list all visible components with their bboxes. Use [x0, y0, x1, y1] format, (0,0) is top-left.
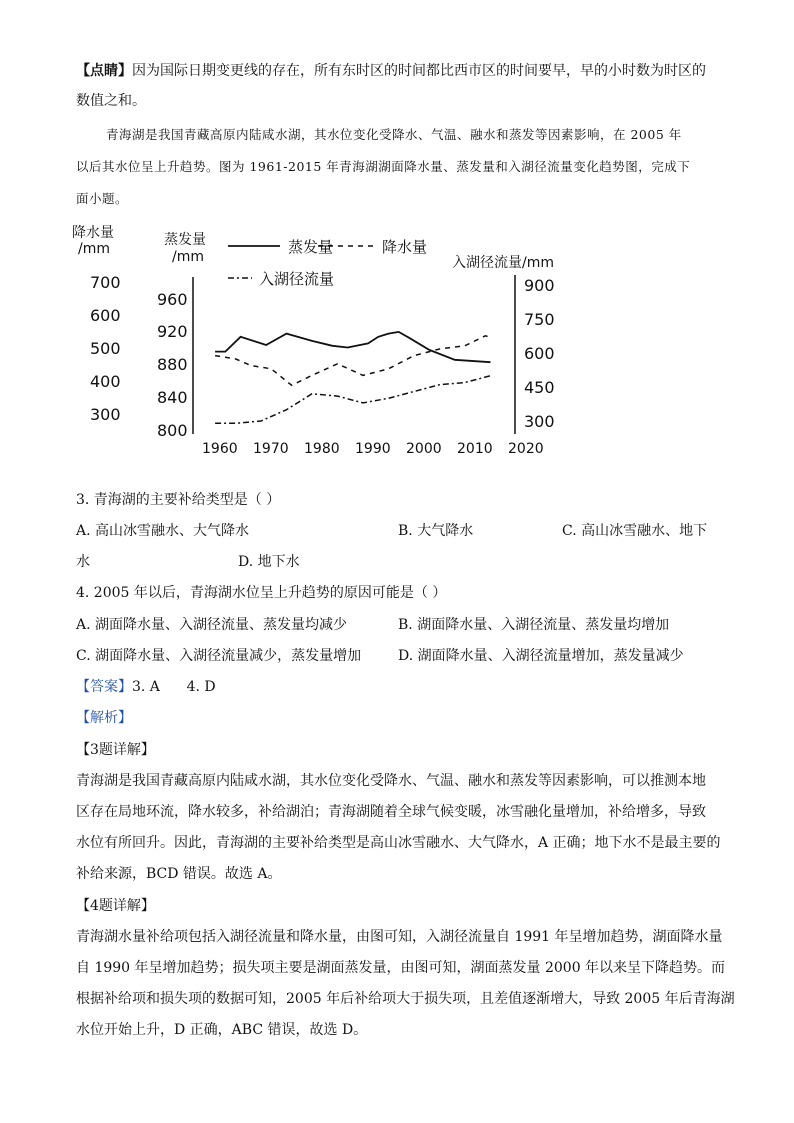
- precip-tick: 700: [90, 273, 121, 292]
- precip-tick: 500: [90, 339, 121, 358]
- x-tick: 1990: [355, 441, 391, 457]
- legend-precip-label: 降水量: [382, 238, 428, 256]
- legend-runoff-label: 入湖径流量: [259, 270, 335, 288]
- detail4-line: 青海湖水量补给项包括入湖径流量和降水量，由图可知，入湖径流量自 1991 年呈增加趋势，湖面降水量: [76, 929, 723, 945]
- detail3-label: 【3题详解】: [76, 742, 155, 758]
- intro-line-1: 青海湖是我国青藏高原内陆咸水湖，其水位变化受降水、气温、融水和蒸发等因素影响，在 2005 年: [106, 127, 682, 142]
- note-line-2: 数值之和。: [76, 93, 146, 109]
- evap-axis-label-1: 蒸发量: [164, 232, 206, 248]
- answer-text: 3. A 4. D: [132, 679, 216, 695]
- runoff-tick: 450: [524, 378, 555, 397]
- x-tick: 1970: [253, 441, 289, 457]
- series-line-precipitation: [215, 336, 490, 386]
- evap-tick: 920: [157, 322, 188, 341]
- x-tick: 2020: [508, 441, 544, 457]
- evap-tick: 880: [157, 355, 188, 374]
- runoff-tick: 900: [524, 276, 555, 295]
- q4-option-b: B. 湖面降水量、入湖径流量、蒸发量均增加: [398, 617, 670, 633]
- q3-option-d: D. 地下水: [238, 554, 300, 570]
- runoff-tick: 750: [524, 310, 555, 329]
- x-tick: 2010: [457, 441, 493, 457]
- detail4-line: 水位开始上升，D 正确，ABC 错误，故选 D。: [76, 1022, 368, 1038]
- answer-label: 【答案】: [76, 679, 132, 695]
- note-line-1: [76, 62, 726, 80]
- intro-line-3: 面小题。: [76, 191, 129, 206]
- runoff-axis-label: 入湖径流量/mm: [452, 255, 554, 271]
- detail4-line: 自 1990 年呈增加趋势；损失项主要是湖面蒸发量，由图可知，湖面蒸发量 2000 年以来呈下降趋势。而: [76, 960, 726, 976]
- evap-tick: 960: [157, 290, 188, 309]
- q4-option-a: A. 湖面降水量、入湖径流量、蒸发量均减少: [76, 617, 348, 633]
- analysis-label: 【解析】: [76, 710, 132, 726]
- detail4-label: 【4题详解】: [76, 898, 155, 914]
- q4-stem: 4. 2005 年以后，青海湖水位呈上升趋势的原因可能是（ ）: [76, 585, 447, 601]
- detail3-line: 水位有所回升。因此，青海湖的主要补给类型是高山冰雪融水、大气降水，A 正确；地下水不是最主要的: [76, 835, 721, 851]
- q3-option-c: C. 高山冰雪融水、地下: [562, 523, 708, 539]
- detail3-line: 区存在局地环流，降水较多，补给湖泊；青海湖随着全球气候变暖，冰雪融化量增加，补给增多，导致: [76, 804, 706, 820]
- detail3-line: 青海湖是我国青藏高原内陆咸水湖，其水位变化受降水、气温、融水和蒸发等因素影响，可以推测本地: [76, 773, 706, 789]
- runoff-tick: 300: [524, 412, 555, 431]
- evap-tick: 840: [157, 388, 188, 407]
- q3-option-c-continued: 水: [76, 554, 90, 570]
- runoff-tick: 600: [524, 344, 555, 363]
- note-label: 【点睛】: [76, 63, 132, 79]
- x-tick: 2000: [406, 441, 442, 457]
- evap-axis-label-2: /mm: [172, 249, 204, 265]
- q3-option-b: B. 大气降水: [398, 523, 474, 539]
- series-layer: [215, 332, 490, 423]
- evap-tick: 800: [157, 421, 188, 440]
- precip-axis-label-2: /mm: [78, 241, 110, 257]
- intro-line-2: 以后其水位呈上升趋势。图为 1961-2015 年青海湖湖面降水量、蒸发量和入湖径流量变化趋势图，完成下: [76, 159, 691, 174]
- q4-option-c: C. 湖面降水量、入湖径流量减少，蒸发量增加: [76, 648, 362, 664]
- legend-evap-label: 蒸发量: [288, 238, 334, 256]
- precip-tick: 600: [90, 306, 121, 325]
- answer-line: [76, 678, 726, 696]
- detail4-line: 根据补给项和损失项的数据可知，2005 年后补给项大于损失项，且差值逐渐增大，导致 2005 年后青海湖: [76, 991, 735, 1007]
- note-text: 因为国际日期变更线的存在，所有东时区的时间都比西市区的时间要早，早的小时数为时区的: [132, 63, 706, 79]
- q3-stem: 3. 青海湖的主要补给类型是（ ）: [76, 492, 281, 508]
- trend-chart: [60, 215, 560, 465]
- x-tick: 1980: [304, 441, 340, 457]
- x-tick: 1960: [202, 441, 238, 457]
- series-line-runoff: [215, 376, 490, 424]
- q3-option-a: A. 高山冰雪融水、大气降水: [76, 523, 250, 539]
- precip-tick: 300: [90, 405, 121, 424]
- precip-tick: 400: [90, 372, 121, 391]
- q4-option-d: D. 湖面降水量、入湖径流量增加，蒸发量减少: [398, 648, 684, 664]
- precip-axis-label-1: 降水量: [72, 225, 114, 241]
- detail3-line: 补给来源，BCD 错误。故选 A。: [76, 866, 282, 882]
